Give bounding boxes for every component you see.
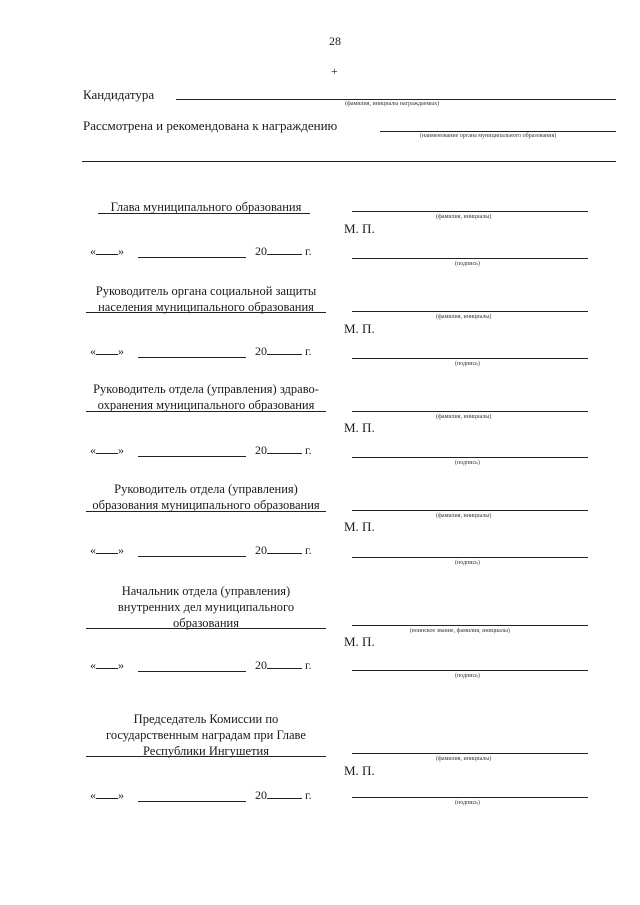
date-year: 20 г.	[255, 344, 312, 358]
title-commission-chair: Председатель Комиссии по государственным наградам при Главе Республики Ингушетия	[106, 712, 306, 758]
title-underline	[86, 756, 326, 757]
title-underline	[98, 213, 310, 214]
fio-line	[352, 311, 588, 312]
fio-caption: (фамилия, инициалы)	[436, 214, 492, 220]
title-healthcare: Руководитель отдела (управления) здраво- охранения муниципального образования	[93, 382, 319, 412]
title-education: Руководитель отдела (управления) образования муниципального образования	[92, 482, 320, 512]
stamp-place: М. П.	[344, 321, 375, 336]
signature-caption: (подпись)	[455, 460, 480, 466]
date-year: 20 г.	[255, 658, 312, 672]
stamp-place: М. П.	[344, 634, 375, 649]
date-day: « »	[90, 344, 124, 358]
date-year: 20 г.	[255, 244, 312, 258]
date-month-line	[138, 556, 246, 557]
title-underline	[86, 511, 326, 512]
full-separator-line	[82, 161, 616, 162]
signature-caption: (подпись)	[455, 261, 480, 267]
date-month-line	[138, 801, 246, 802]
candidate-label: Кандидатура	[83, 87, 155, 102]
rank-fio-caption: (воинское звание, фамилия, инициалы)	[410, 628, 510, 634]
signature-line	[352, 797, 588, 798]
signature-line	[352, 557, 588, 558]
rank-fio-line	[352, 625, 588, 626]
signature-caption: (подпись)	[455, 673, 480, 679]
signature-line	[352, 670, 588, 671]
date-year: 20 г.	[255, 443, 312, 457]
fio-line	[352, 211, 588, 212]
title-underline	[86, 628, 326, 629]
fio-line	[352, 510, 588, 511]
fio-caption: (фамилия, инициалы)	[436, 756, 492, 762]
page-number: 28	[329, 34, 341, 48]
date-day: « »	[90, 543, 124, 557]
recommended-line	[380, 131, 616, 132]
title-head-municipal: Глава муниципального образования	[110, 200, 302, 214]
date-month-line	[138, 357, 246, 358]
fio-caption: (фамилия, инициалы)	[436, 513, 492, 519]
recommended-label: Рассмотрена и рекомендована к награждению	[83, 118, 338, 133]
title-underline	[86, 411, 326, 412]
date-month-line	[138, 671, 246, 672]
fio-caption: (фамилия, инициалы)	[436, 414, 492, 420]
title-social-protection: Руководитель органа социальной защиты населения муниципального образования	[95, 284, 317, 314]
date-day: « »	[90, 658, 124, 672]
signature-line	[352, 258, 588, 259]
fio-line	[352, 753, 588, 754]
date-month-line	[138, 257, 246, 258]
recommended-caption: (наименование органа муниципального образования)	[420, 133, 557, 139]
signature-caption: (подпись)	[455, 800, 480, 806]
candidate-line	[176, 99, 616, 100]
signature-line	[352, 358, 588, 359]
date-month-line	[138, 456, 246, 457]
stamp-place: М. П.	[344, 519, 375, 534]
fio-line	[352, 411, 588, 412]
signature-line	[352, 457, 588, 458]
stamp-place: М. П.	[344, 221, 375, 236]
stamp-place: М. П.	[344, 420, 375, 435]
date-day: « »	[90, 788, 124, 802]
signature-caption: (подпись)	[455, 361, 480, 367]
fio-caption: (фамилия, инициалы)	[436, 314, 492, 320]
candidate-caption: (фамилия, инициалы награждаемых)	[345, 101, 440, 107]
stamp-place: М. П.	[344, 763, 375, 778]
date-year: 20 г.	[255, 788, 312, 802]
date-day: « »	[90, 244, 124, 258]
title-underline	[86, 312, 326, 313]
signature-caption: (подпись)	[455, 560, 480, 566]
plus-mark: +	[331, 64, 338, 78]
date-day: « »	[90, 443, 124, 457]
title-internal-affairs: Начальник отдела (управления) внутренних дел муниципального образования	[117, 584, 295, 630]
date-year: 20 г.	[255, 543, 312, 557]
